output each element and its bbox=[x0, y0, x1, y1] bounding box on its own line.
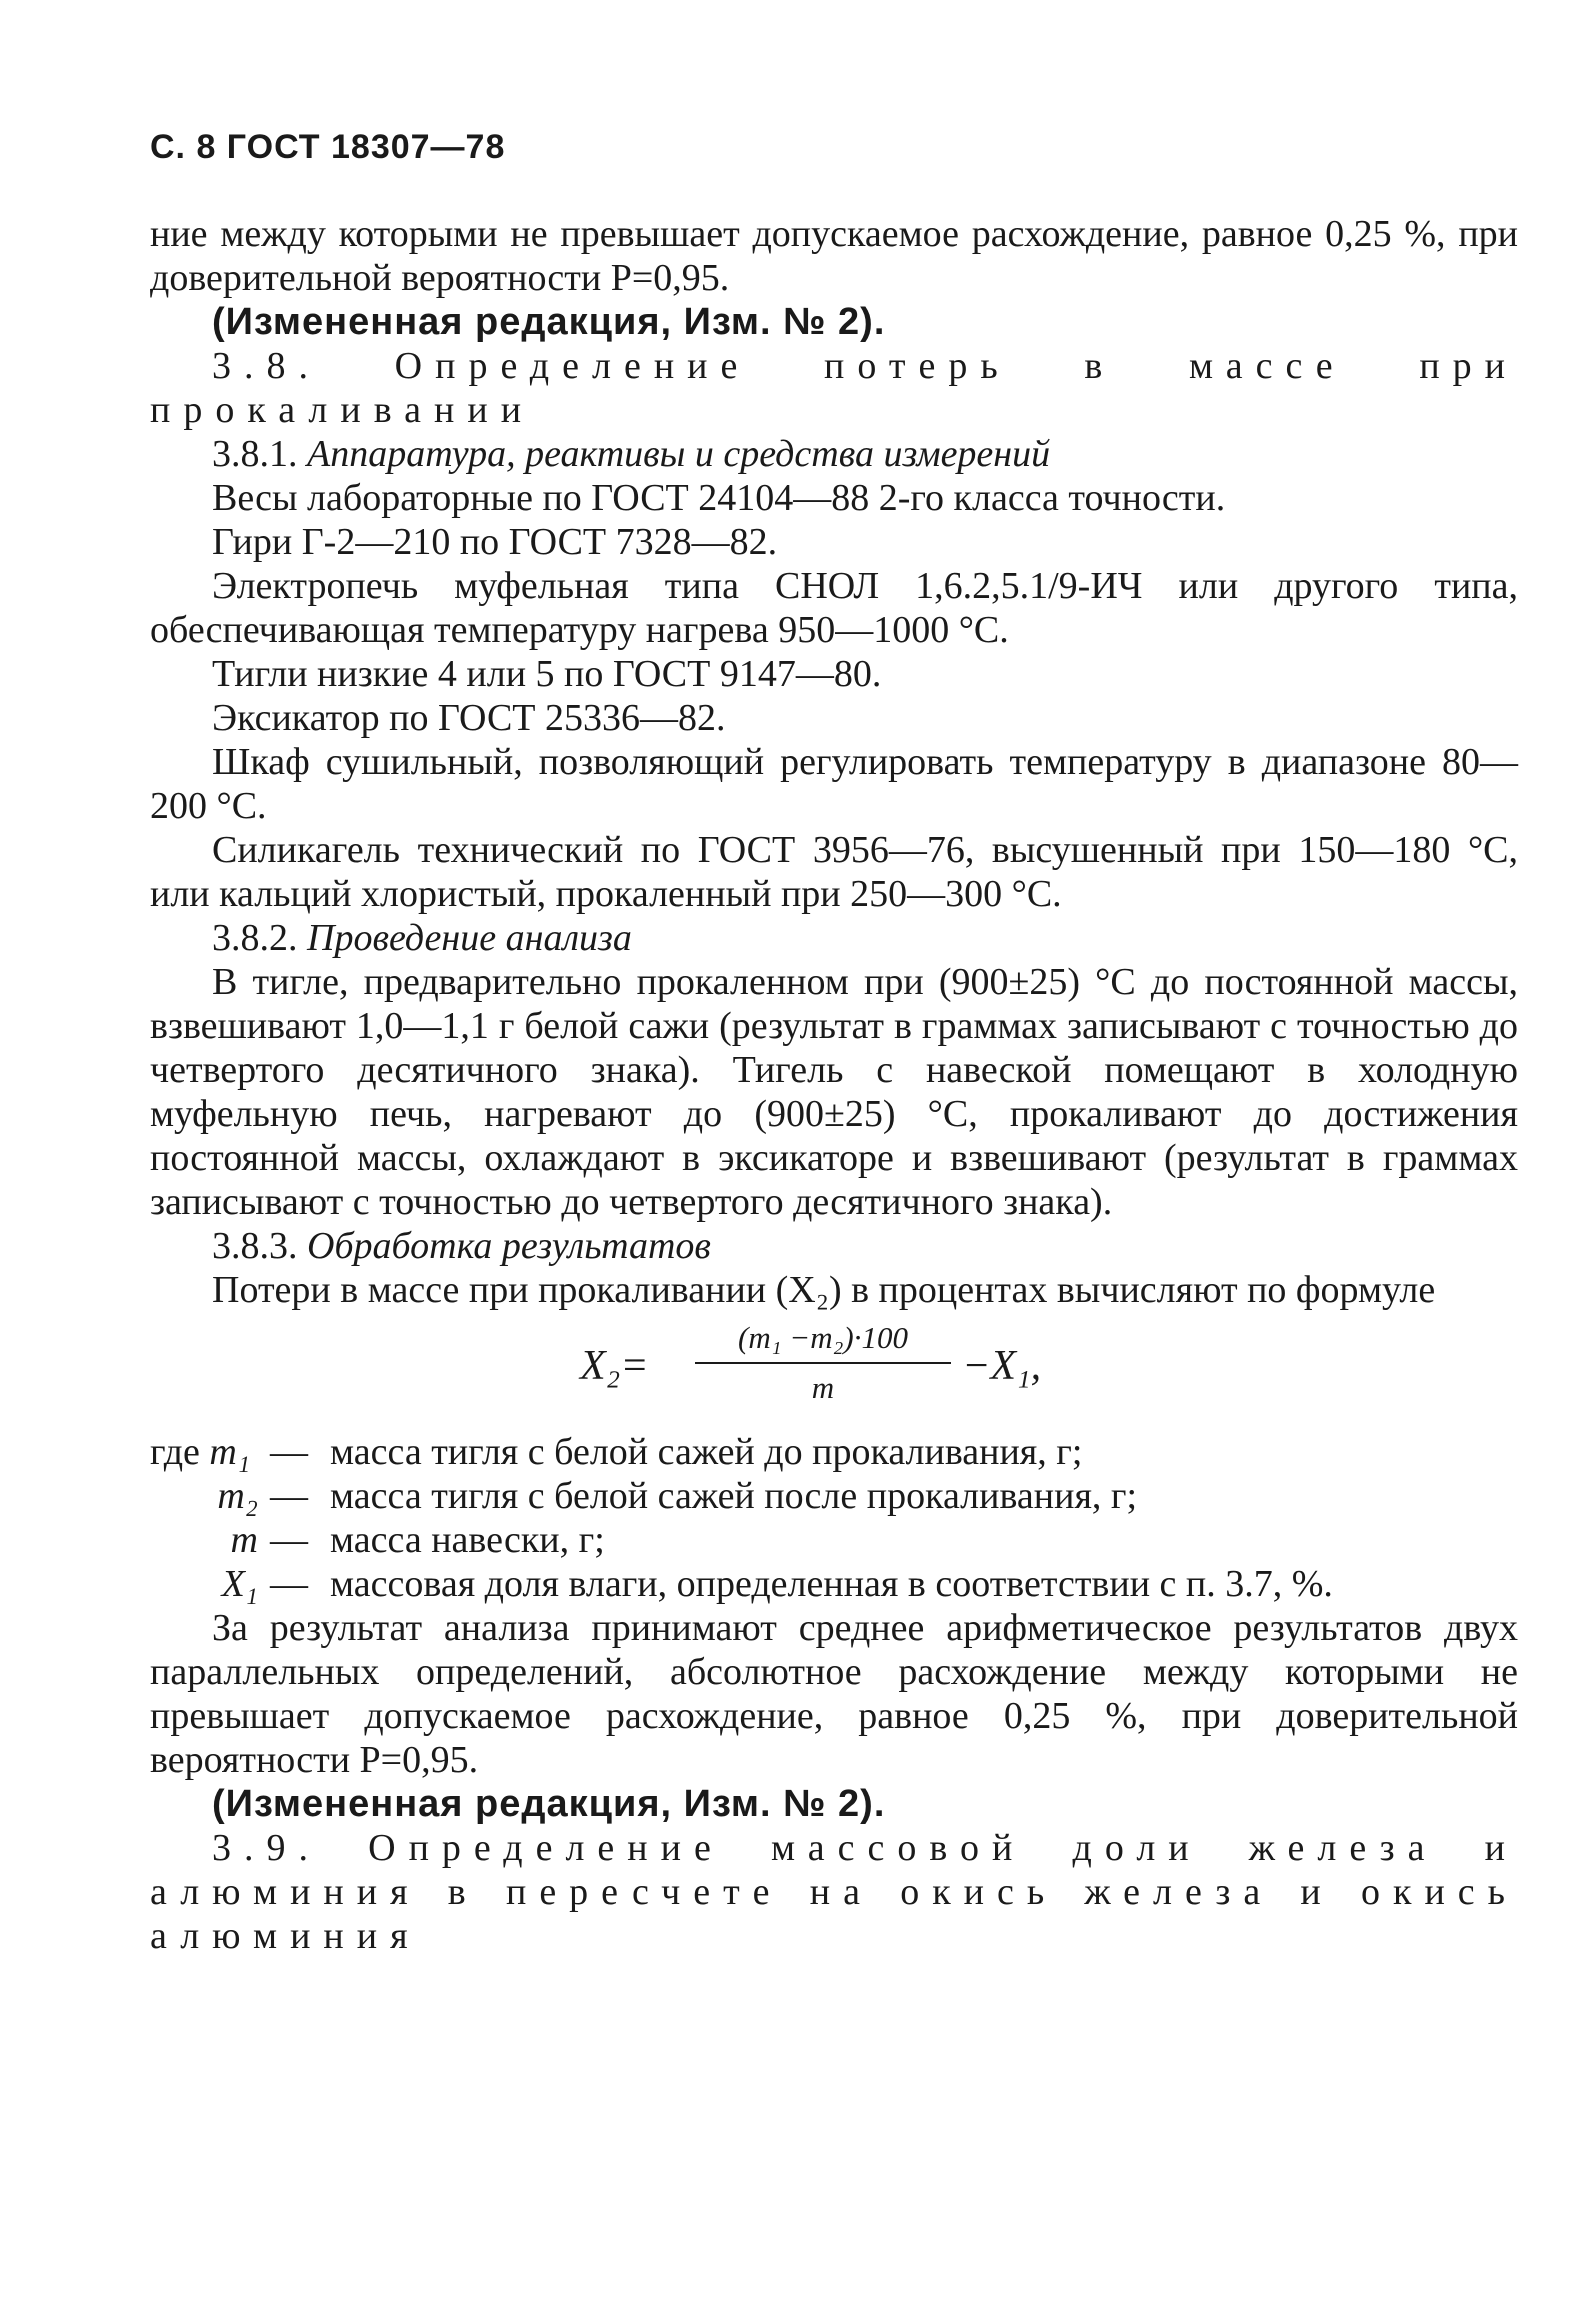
subsection-title: Проведение анализа bbox=[307, 917, 632, 959]
revision-note: (Измененная редакция, Изм. № 2). bbox=[212, 301, 886, 343]
equipment-item: Электропечь муфельная типа СНОЛ 1,6.2,5.1/9-ИЧ или другого типа, обеспечивающая температуру нагрева 950—1000 °С. bbox=[150, 565, 1518, 651]
formula-numerator: (m₁ −m₂)·100 bbox=[738, 1320, 908, 1355]
definition-dash: — bbox=[270, 1475, 308, 1517]
page-header: С. 8 ГОСТ 18307—78 bbox=[150, 128, 506, 166]
definition-symbol: m₂ bbox=[217, 1475, 258, 1517]
definition-text: масса тигля с белой сажей до прокаливания, г; bbox=[330, 1431, 1083, 1473]
subsection-number: 3.8.3. bbox=[212, 1225, 298, 1267]
definition-dash: — bbox=[270, 1563, 308, 1605]
revision-note: (Измененная редакция, Изм. № 2). bbox=[212, 1783, 886, 1825]
definition-text: масса тигля с белой сажей после прокаливания, г; bbox=[330, 1475, 1138, 1517]
fraction-bar bbox=[695, 1362, 951, 1364]
section-heading-3-8: 3.8. Определение потерь в массе при прокаливании bbox=[150, 345, 1518, 431]
equipment-item: Гири Г-2—210 по ГОСТ 7328—82. bbox=[212, 521, 778, 563]
definition-text: массовая доля влаги, определенная в соответствии с п. 3.7, %. bbox=[330, 1563, 1333, 1605]
equipment-item: Эксикатор по ГОСТ 25336—82. bbox=[212, 697, 726, 739]
subsection-heading-3-8-2 bbox=[150, 916, 1518, 960]
definition-dash: — bbox=[270, 1519, 308, 1561]
definition-symbol: m₁ bbox=[209, 1431, 251, 1473]
definition-row bbox=[150, 1474, 1518, 1518]
definition-symbol: X₁ bbox=[221, 1563, 258, 1605]
equipment-item: Шкаф сушильный, позволяющий регулировать температуру в диапазоне 80—200 °С. bbox=[150, 741, 1518, 827]
formula-fraction bbox=[695, 1318, 951, 1408]
formula-rhs: −X₁, bbox=[962, 1343, 1042, 1389]
where-label: где bbox=[150, 1431, 200, 1473]
formula-denominator: m bbox=[811, 1370, 835, 1405]
subsection-heading-3-8-1 bbox=[150, 432, 1518, 476]
subsection-title: Обработка результатов bbox=[307, 1225, 711, 1267]
section-heading-3-9: 3.9. Определение массовой доли железа и алюминия в пересчете на окись железа и окись алюминия bbox=[150, 1827, 1518, 1957]
analysis-paragraph: В тигле, предварительно прокаленном при (900±25) °С до постоянной массы, взвешивают 1,0—1,1 г белой сажи (результат в граммах записывают с точностью до четвертого десятичного знака). Тигель с навеской помещают в холодную муфельную печь, нагревают до (900±25) °С, прокаливают до достижения постоянной массы, охлаждают в эксикаторе и взвешивают (результат в граммах записывают с точностью до четвертого десятичного знака). bbox=[150, 961, 1518, 1223]
calculation-intro: Потери в массе при прокаливании (X₂) в процентах вычисляют по формуле bbox=[212, 1269, 1436, 1311]
definition-row bbox=[150, 1518, 1518, 1562]
subsection-heading-3-8-3 bbox=[150, 1224, 1518, 1268]
subsection-number: 3.8.1. bbox=[212, 433, 298, 475]
document-body bbox=[150, 212, 1518, 1958]
subsection-title: Аппаратура, реактивы и средства измерений bbox=[307, 433, 1051, 475]
result-paragraph: За результат анализа принимают среднее арифметическое результатов двух параллельных определений, абсолютное расхождение между которыми не превышает допускаемое расхождение, равное 0,25 %, при доверительной вероятности P=0,95. bbox=[150, 1607, 1518, 1781]
definition-text: масса навески, г; bbox=[330, 1519, 605, 1561]
definition-dash: — bbox=[270, 1431, 308, 1473]
where-word bbox=[150, 1430, 270, 1474]
loss-formula bbox=[150, 1312, 1518, 1430]
equipment-item: Весы лабораторные по ГОСТ 24104—88 2-го класса точности. bbox=[212, 477, 1226, 519]
equipment-item: Силикагель технический по ГОСТ 3956—76, высушенный при 150—180 °С, или кальций хлористый, прокаленный при 250—300 °С. bbox=[150, 829, 1518, 915]
definition-row bbox=[150, 1562, 1518, 1606]
subsection-number: 3.8.2. bbox=[212, 917, 298, 959]
formula-lhs: X₂= bbox=[580, 1343, 649, 1389]
paragraph-continuation: ние между которыми не превышает допускаемое расхождение, равное 0,25 %, при доверительной вероятности P=0,95. bbox=[150, 213, 1518, 299]
definition-row bbox=[150, 1430, 1518, 1474]
equipment-item: Тигли низкие 4 или 5 по ГОСТ 9147—80. bbox=[212, 653, 882, 695]
definition-symbol: m bbox=[230, 1519, 258, 1561]
